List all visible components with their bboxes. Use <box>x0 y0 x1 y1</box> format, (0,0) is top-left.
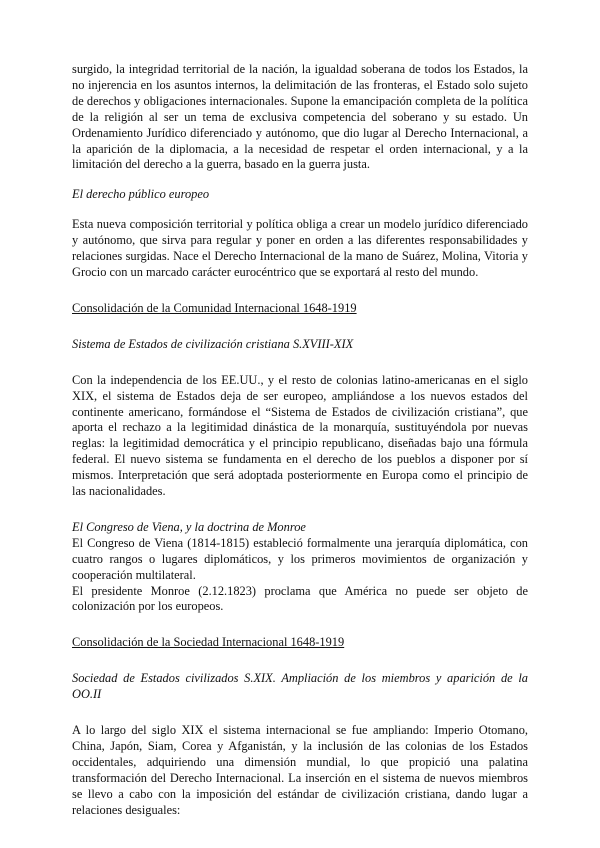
document-body <box>72 62 528 819</box>
heading-sociedad-internacional: Consolidación de la Sociedad Internacional 1648-1919 <box>72 635 345 650</box>
heading-sistema-estados-cristiana: Sistema de Estados de civilización cristiana S.XVIII-XIX <box>72 336 354 351</box>
paragraph-siglo-xix: A lo largo del siglo XIX el sistema internacional se fue ampliando: Imperio Otomano, China, Japón, Siam, Corea y Afganistán, y la inclusión de las colonias de los Estados occidentales, adquiriendo una dimensión mundial, lo que propició una palatina transformación del Derecho Internacional. La inserción en el sistema de nuevos miembros se llevo a cabo con la imposición del estándar de civilización cristiana, dando lugar a relaciones desiguales: <box>72 723 528 817</box>
paragraph-westphalia: surgido, la integridad territorial de la nación, la igualdad soberana de todos los Estados, la no injerencia en los asuntos internos, la delimitación de las fronteras, el Estado solo sujeto de derechos y obligaciones internacionales. Supone la emancipación completa de la política de la religión al ser un tema de exclusiva competencia del soberano y su estado. Un Ordenamiento Jurídico diferenciado y autónomo, que dio lugar al Derecho Internacional, a la aparición de la diplomacia, a la necesidad de respetar el orden internacional, y a la limitación del derecho a la guerra, basado en la guerra justa. <box>72 62 528 172</box>
heading-comunidad-internacional: Consolidación de la Comunidad Internacional 1648-1919 <box>72 300 357 315</box>
heading-congreso-viena: El Congreso de Viena, y la doctrina de Monroe <box>72 519 306 534</box>
paragraph-modelo-juridico: Esta nueva composición territorial y política obliga a crear un modelo jurídico diferenciado y autónomo, que sirva para regular y poner en orden a las diferentes responsabilidades y relaciones surgidas. Nace el Derecho Internacional de la mano de Suárez, Molina, Vitoria y Grocio con un marcado carácter eurocéntrico que se exportará al resto del mundo. <box>72 217 528 279</box>
paragraph-independencia-eeuu: Con la independencia de los EE.UU., y el resto de colonias latino-americanas en el siglo XIX, el sistema de Estados deja de ser europeo, ampliándose a los nuevos estados del continente americano, formándose el “Sistema de Estados de civilización cristiana”, que aporta el rechazo a la legitimidad dinástica de la monarquía, sustituyéndola por nuevas reglas: la legitimidad democrática y el principio republicano, diseñadas bajo una fórmula federal. El nuevo sistema se fundamenta en el derecho de los pueblos a disponer por sí mismos. Interpretación que será adoptada posteriormente en Europa como el principio de las nacionalidades. <box>72 372 528 499</box>
paragraph-congreso-viena: El Congreso de Viena (1814-1815) estableció formalmente una jerarquía diplomática, con cuatro rangos o lugares diplomáticos, y los primeros movimientos de organización y cooperación multilateral. <box>72 535 528 582</box>
heading-derecho-publico-europeo: El derecho público europeo <box>72 187 210 202</box>
paragraph-monroe: El presidente Monroe (2.12.1823) proclama que América no puede ser objeto de colonización por los europeos. <box>72 583 528 614</box>
heading-sociedad-estados-civilizados: Sociedad de Estados civilizados S.XIX. Ampliación de los miembros y aparición de la OO.II <box>72 671 528 702</box>
